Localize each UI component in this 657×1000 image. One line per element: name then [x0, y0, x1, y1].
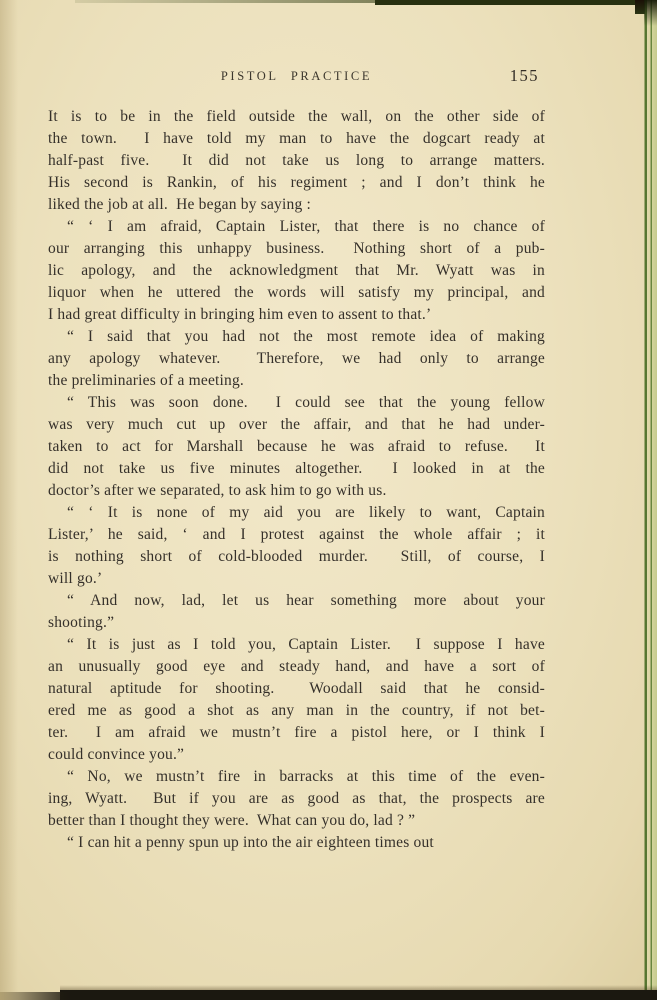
text-line: the town. I have told my man to have the dogcart ready at	[48, 130, 545, 147]
book-cover-edge-right	[644, 0, 657, 1000]
text-line: our arranging this unhappy business. Nothing short of a pub-	[48, 240, 545, 257]
text-line: half-past five. It did not take us long to arrange matters.	[48, 152, 545, 169]
book-edge-bottom-left	[0, 992, 70, 1000]
text-line: is nothing short of cold-blooded murder. Still, of course, I	[48, 548, 545, 565]
text-line: “ This was soon done. I could see that the young fellow	[67, 394, 545, 411]
page-gutter-shadow	[0, 0, 18, 1000]
text-line: ter. I am afraid we mustn’t fire a pistol here, or I think I	[48, 724, 545, 741]
text-line: I had great difficulty in bringing him even to assent to that.’	[48, 306, 432, 323]
text-line: did not take us five minutes altogether. I looked in at the	[48, 460, 545, 477]
text-line: was very much cut up over the affair, and that he had under-	[48, 416, 545, 433]
text-line: liked the job at all. He began by saying :	[48, 196, 311, 213]
text-line: an unusually good eye and steady hand, and have a sort of	[48, 658, 545, 675]
text-line: liquor when he uttered the words will satisfy my principal, and	[48, 284, 545, 301]
paragraph	[48, 502, 545, 590]
text-line: ered me as good a shot as any man in the country, if not bet-	[48, 702, 545, 719]
text-line: ing, Wyatt. But if you are as good as that, the prospects are	[48, 790, 545, 807]
page-number: 155	[509, 66, 539, 85]
text-line: His second is Rankin, of his regiment ; and I don’t think he	[48, 174, 545, 191]
text-line: “ I said that you had not the most remote idea of making	[67, 328, 545, 345]
book-edge-bottom	[60, 990, 657, 1000]
paragraph	[48, 106, 545, 216]
text-line: “ It is just as I told you, Captain Lister. I suppose I have	[67, 636, 545, 653]
book-cover-edge-right-dark	[644, 0, 657, 26]
paragraph	[48, 392, 545, 502]
text-line: doctor’s after we separated, to ask him to go with us.	[48, 482, 387, 499]
text-line: It is to be in the field outside the wall, on the other side of	[48, 108, 545, 125]
book-edge-top	[375, 0, 649, 5]
text-line: “ ‘ I am afraid, Captain Lister, that there is no chance of	[67, 218, 545, 235]
running-head-title: PISTOL PRACTICE	[220, 69, 373, 83]
text-line: any apology whatever. Therefore, we had only to arrange	[48, 350, 545, 367]
paragraph	[48, 766, 545, 832]
text-line: natural aptitude for shooting. Woodall said that he consid-	[48, 680, 545, 697]
paragraph	[48, 216, 545, 326]
text-line: could convince you.”	[48, 746, 185, 763]
paragraph	[48, 590, 545, 634]
text-line: “ I can hit a penny spun up into the air eighteen times out	[67, 834, 434, 851]
text-line: taken to act for Marshall because he was afraid to refuse. It	[48, 438, 545, 455]
text-line: shooting.”	[48, 614, 115, 631]
text-line: will go.’	[48, 570, 103, 587]
text-line: better than I thought they were. What can you do, lad ? ”	[48, 812, 416, 829]
running-head	[48, 66, 545, 88]
text-line: “ No, we mustn’t fire in barracks at this time of the even-	[67, 768, 545, 785]
paragraph	[48, 326, 545, 392]
paragraph	[48, 832, 545, 854]
text-line: “ ‘ It is none of my aid you are likely to want, Captain	[67, 504, 545, 521]
paragraph	[48, 634, 545, 766]
text-line: “ And now, lad, let us hear something more about your	[67, 592, 545, 609]
text-line: the preliminaries of a meeting.	[48, 372, 245, 389]
text-block	[48, 106, 545, 854]
text-line: Lister,’ he said, ‘ and I protest against the whole affair ; it	[48, 526, 545, 543]
text-line: lic apology, and the acknowledgment that Mr. Wyatt was in	[48, 262, 545, 279]
